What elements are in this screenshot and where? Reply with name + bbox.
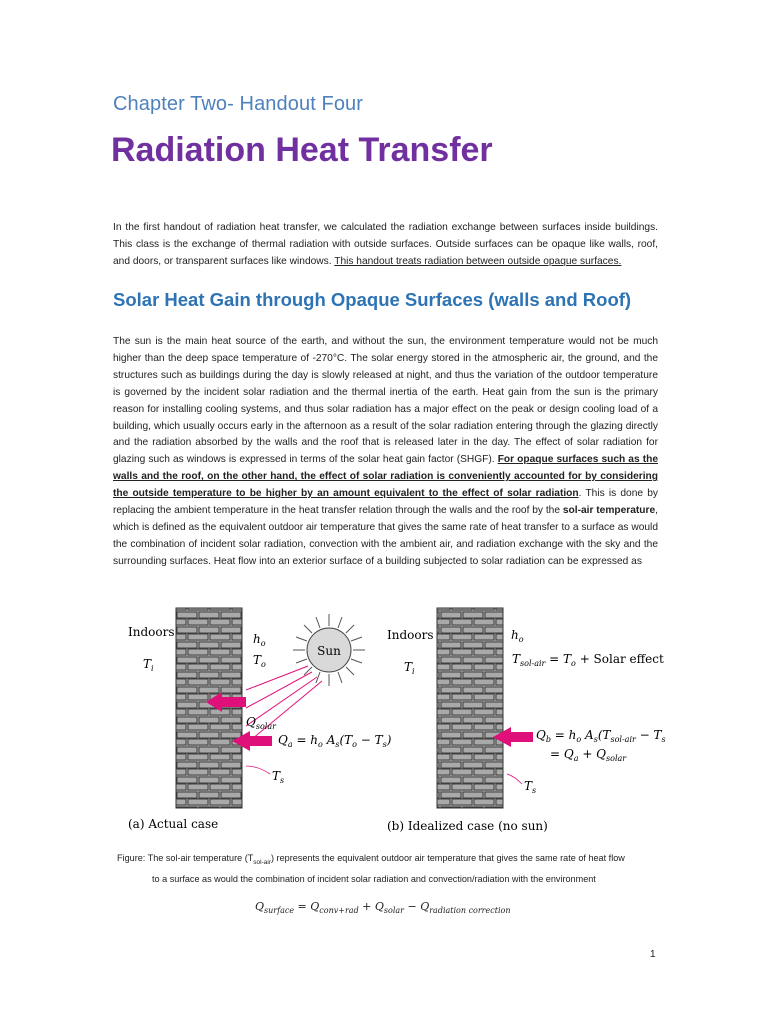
intro-text: In the first handout of radiation heat transfer, we calculated the radiation exchange between surfaces inside buildings. This class is the exchange of thermal radiation with outside surfaces. Outside surfaces can be opaque like walls, roof, and doors, or transparent surfaces like windows.	[113, 222, 658, 267]
body-paragraph	[113, 334, 658, 571]
ti-label-left: $T_i$	[143, 657, 154, 673]
page-title: Radiation Heat Transfer	[111, 131, 493, 169]
wall-right	[437, 608, 503, 808]
qa-equation: $Q_a = h_o$ $A_s(T_o - T_s)$	[278, 733, 392, 749]
body-bold-term: sol-air temperature	[562, 505, 656, 517]
ho-label-left: $h_o$	[253, 632, 266, 648]
caption-idealized-case: (b) Idealized case (no sun)	[387, 819, 548, 833]
sun-label: Sun	[317, 644, 341, 658]
sun-icon	[293, 614, 365, 686]
indoors-label-left: Indoors	[128, 625, 175, 639]
qb-equation-line2: = $Q_a + Q_{solar}$	[550, 747, 627, 763]
caption-actual-case: (a) Actual case	[128, 817, 219, 831]
caption-prefix: Figure: The sol-air temperature (T	[117, 853, 254, 863]
caption-rest: ) represents the equivalent outdoor air temperature that gives the same rate of heat flow	[271, 853, 625, 863]
body-part2: . This is done by replacing the ambient temperature in the heat transfer relation through the walls and the roof by the	[113, 488, 658, 517]
actual-case-diagram	[128, 608, 392, 831]
heat-flow-equation: $Q_{surface} = Q_{conv+rad} + Q_{solar} - Q_{radiation correction}$	[255, 900, 511, 916]
figure-caption	[117, 850, 657, 887]
intro-paragraph	[113, 220, 658, 271]
caption-sub: sol-air	[253, 858, 271, 866]
solair-equation: $T_{sol-air} = T_o$ + Solar effect	[512, 652, 664, 668]
ts-label-left: $T_s$	[272, 769, 285, 785]
to-label-left: $T_o$	[253, 653, 266, 669]
qb-equation: $Q_b = h_o$ $A_s(T_{sol-air} - T_s$	[536, 728, 666, 744]
ho-label-right: $h_o$	[511, 628, 524, 644]
caption-line2: to a surface as would the combination of incident solar radiation and convection/radiation with the environment	[152, 873, 596, 884]
wall-left	[176, 608, 242, 808]
section-heading: Solar Heat Gain through Opaque Surfaces (walls and Roof)	[113, 289, 632, 310]
ts-label-right: $T_s$	[524, 779, 537, 795]
idealized-case-diagram	[387, 608, 666, 833]
indoors-label-right: Indoors	[387, 628, 434, 642]
ti-label-right: $T_i$	[404, 660, 415, 676]
qsolar-label: $Q_{solar}$	[246, 715, 276, 731]
sol-air-figure	[110, 596, 670, 841]
intro-underlined: This handout treats radiation between outside opaque surfaces.	[334, 255, 622, 267]
body-bold-underlined: For opaque surfaces such as the walls and the roof, on the other hand, the effect of solar radiation is conveniently accounted for by considering the outside temperature to be higher by an amount equivalent to the effect of solar radiation	[113, 454, 658, 500]
page-number: 1	[650, 949, 656, 960]
body-part1: The sun is the main heat source of the earth, and without the sun, the environment temperature would not be much higher than the deep space temperature of -270°C. The solar energy stored in the atmospheric air, the ground, and the structures such as buildings during the day is slowly released at night, and thus the variation of the outdoor temperature is governed by the incident solar radiation and the thermal inertia of the earth. Heat gain from the sun is the primary reason for installing cooling systems, and thus solar radiation has a major effect on the peak or design cooling load of a building, which usually occurs early in the afternoon as a result of the solar radiation entering through the glazing directly and the radiation absorbed by the walls and the roof that is released later in the day. The effect of solar radiation for glazing such as windows is expressed in terms of the solar heat gain factor (SHGF).	[113, 336, 658, 466]
chapter-heading: Chapter Two- Handout Four	[113, 93, 364, 115]
body-part3: , which is defined as the equivalent outdoor air temperature that gives the same rate of heat transfer to a surface as would the combination of incident solar radiation, convection with the ambient air, and radiation exchange with the sky and the surrounding surfaces. Heat flow into an exterior surface of a building subjected to solar radiation can be expressed as	[113, 505, 658, 567]
